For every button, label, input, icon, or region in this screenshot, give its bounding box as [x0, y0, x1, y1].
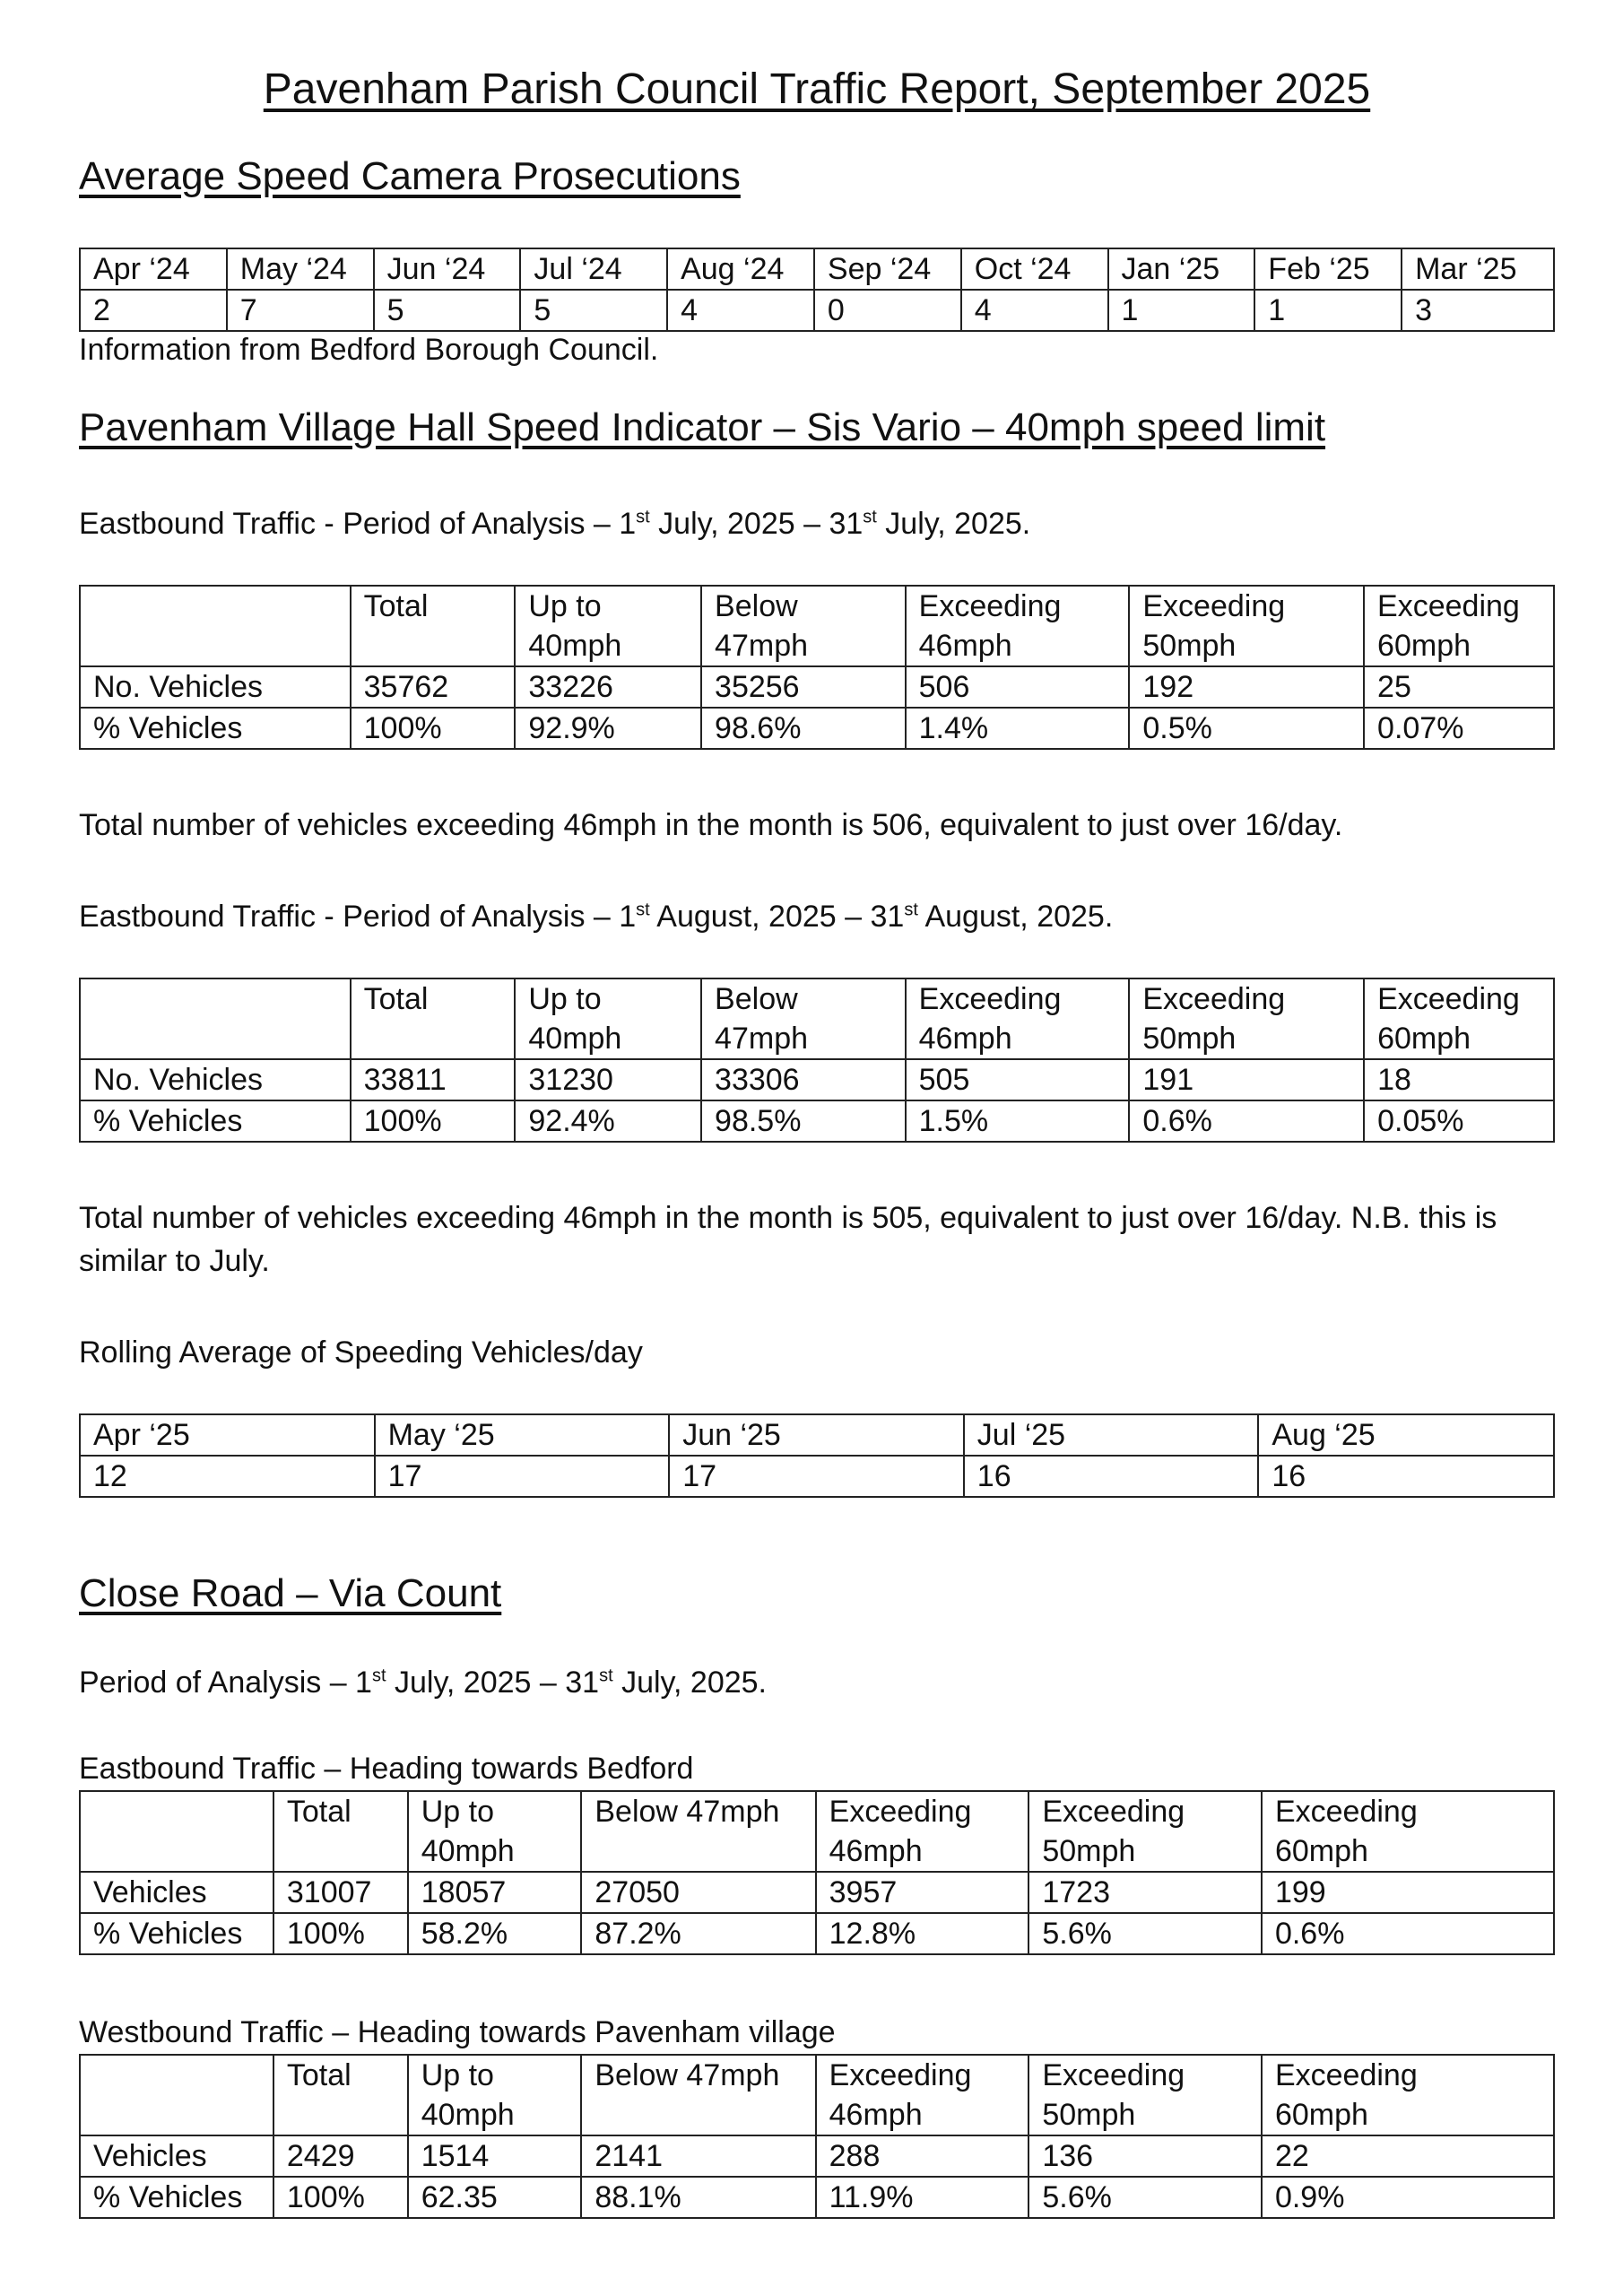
month-cell: Jul ‘24 [520, 248, 667, 290]
month-cell: Apr ‘24 [80, 248, 227, 290]
source-note: Information from Bedford Borough Council. [79, 333, 659, 367]
period-text: August, 2025 – 31 [649, 900, 905, 934]
data-cell: 192 [1129, 666, 1364, 708]
period-text: July, 2025 – 31 [386, 1665, 600, 1700]
august-period-text [79, 895, 1113, 938]
ordinal-suffix: st [904, 900, 918, 920]
period-text: July, 2025. [612, 1665, 768, 1700]
data-cell: 505 [906, 1059, 1130, 1100]
data-cell: 100% [273, 2177, 408, 2218]
row-label: % Vehicles [80, 708, 351, 749]
value-cell: 17 [669, 1456, 964, 1497]
data-cell: 18 [1364, 1059, 1554, 1100]
data-cell: 0.05% [1364, 1100, 1554, 1142]
rolling-months-row [80, 1414, 1554, 1456]
header-cell: Exceeding 60mph [1262, 1791, 1554, 1872]
header-cell: Total [273, 2055, 408, 2135]
month-cell: Oct ‘24 [961, 248, 1108, 290]
header-cell [80, 1791, 273, 1872]
section-heading-speed-camera: Average Speed Camera Prosecutions [79, 154, 741, 198]
header-cell: Total [351, 586, 516, 666]
data-cell: 22 [1262, 2135, 1554, 2177]
data-cell: 33811 [351, 1059, 516, 1100]
row-label: No. Vehicles [80, 666, 351, 708]
data-cell: 11.9% [816, 2177, 1029, 2218]
month-cell: May ‘25 [375, 1414, 670, 1456]
data-cell: 33306 [701, 1059, 906, 1100]
table-row [80, 1059, 1554, 1100]
header-cell: Exceeding 50mph [1129, 978, 1364, 1059]
table-header-row [80, 1791, 1554, 1872]
eastbound-table [79, 1790, 1555, 1955]
data-cell: 35762 [351, 666, 516, 708]
row-label: % Vehicles [80, 1913, 273, 1954]
data-cell: 35256 [701, 666, 906, 708]
value-cell: 5 [374, 290, 521, 331]
data-cell: 92.4% [515, 1100, 701, 1142]
value-cell: 3 [1402, 290, 1554, 331]
header-cell: Up to 40mph [515, 978, 701, 1059]
july-speed-table [79, 585, 1555, 750]
data-cell: 100% [351, 1100, 516, 1142]
table-row [80, 2177, 1554, 2218]
rolling-values-row [80, 1456, 1554, 1497]
header-cell: Total [273, 1791, 408, 1872]
data-cell: 0.9% [1262, 2177, 1554, 2218]
header-cell: Exceeding 60mph [1262, 2055, 1554, 2135]
table-header-row [80, 978, 1554, 1059]
data-cell: 5.6% [1028, 2177, 1262, 2218]
header-cell: Below 47mph [701, 978, 906, 1059]
header-cell: Exceeding 50mph [1028, 1791, 1262, 1872]
data-cell: 0.6% [1262, 1913, 1554, 1954]
header-cell: Exceeding 46mph [816, 2055, 1029, 2135]
month-cell: Aug ‘24 [667, 248, 814, 290]
value-cell: 1 [1254, 290, 1402, 331]
period-text: August, 2025. [917, 900, 1114, 934]
prosecutions-table [79, 248, 1555, 332]
data-cell: 58.2% [408, 1913, 582, 1954]
period-text: July, 2025. [876, 507, 1031, 541]
data-cell: 27050 [581, 1872, 815, 1913]
period-text: Eastbound Traffic - Period of Analysis – 1 [79, 900, 637, 934]
data-cell: 12.8% [816, 1913, 1029, 1954]
table-row [80, 1872, 1554, 1913]
ordinal-suffix: st [599, 1665, 613, 1686]
value-cell: 5 [520, 290, 667, 331]
header-cell: Exceeding 46mph [906, 978, 1130, 1059]
ordinal-suffix: st [636, 507, 650, 527]
period-text: July, 2025 – 31 [649, 507, 864, 541]
section-heading-speed-indicator: Pavenham Village Hall Speed Indicator – Sis Vario – 40mph speed limit [79, 405, 1326, 449]
header-cell: Exceeding 60mph [1364, 586, 1554, 666]
data-cell: 199 [1262, 1872, 1554, 1913]
data-cell: 100% [351, 708, 516, 749]
month-cell: Jun ‘24 [374, 248, 521, 290]
header-cell: Below 47mph [581, 1791, 815, 1872]
header-cell [80, 2055, 273, 2135]
row-label: Vehicles [80, 2135, 273, 2177]
header-cell: Exceeding 50mph [1028, 2055, 1262, 2135]
month-cell: Jan ‘25 [1108, 248, 1255, 290]
data-cell: 18057 [408, 1872, 582, 1913]
table-row [80, 666, 1554, 708]
data-cell: 1514 [408, 2135, 582, 2177]
value-cell: 7 [227, 290, 374, 331]
month-cell: Aug ‘25 [1258, 1414, 1554, 1456]
row-label: Vehicles [80, 1872, 273, 1913]
report-title: Pavenham Parish Council Traffic Report, September 2025 [263, 65, 1371, 113]
header-cell: Up to 40mph [408, 2055, 582, 2135]
header-cell: Up to 40mph [515, 586, 701, 666]
section-heading-close-road: Close Road – Via Count [79, 1571, 502, 1615]
month-cell: Apr ‘25 [80, 1414, 375, 1456]
data-cell: 98.6% [701, 708, 906, 749]
month-cell: Mar ‘25 [1402, 248, 1554, 290]
data-cell: 0.6% [1129, 1100, 1364, 1142]
data-cell: 0.5% [1129, 708, 1364, 749]
header-cell: Exceeding 46mph [906, 586, 1130, 666]
data-cell: 100% [273, 1913, 408, 1954]
ordinal-suffix: st [636, 900, 650, 920]
prosecutions-values-row [80, 290, 1554, 331]
data-cell: 25 [1364, 666, 1554, 708]
data-cell: 2429 [273, 2135, 408, 2177]
close-road-period-text [79, 1661, 767, 1704]
data-cell: 31230 [515, 1059, 701, 1100]
value-cell: 2 [80, 290, 227, 331]
data-cell: 1.5% [906, 1100, 1130, 1142]
westbound-label: Westbound Traffic – Heading towards Pavenham village [79, 2015, 836, 2049]
eastbound-label: Eastbound Traffic – Heading towards Bedford [79, 1752, 694, 1786]
header-cell [80, 586, 351, 666]
data-cell: 506 [906, 666, 1130, 708]
data-cell: 3957 [816, 1872, 1029, 1913]
header-cell: Up to 40mph [408, 1791, 582, 1872]
data-cell: 98.5% [701, 1100, 906, 1142]
data-cell: 87.2% [581, 1913, 815, 1954]
data-cell: 88.1% [581, 2177, 815, 2218]
month-cell: Feb ‘25 [1254, 248, 1402, 290]
header-cell [80, 978, 351, 1059]
table-row [80, 1100, 1554, 1142]
data-cell: 92.9% [515, 708, 701, 749]
row-label: % Vehicles [80, 2177, 273, 2218]
august-speed-table [79, 978, 1555, 1143]
data-cell: 2141 [581, 2135, 815, 2177]
table-header-row [80, 2055, 1554, 2135]
data-cell: 136 [1028, 2135, 1262, 2177]
value-cell: 4 [667, 290, 814, 331]
value-cell: 12 [80, 1456, 375, 1497]
table-header-row [80, 586, 1554, 666]
westbound-table [79, 2054, 1555, 2219]
value-cell: 4 [961, 290, 1108, 331]
month-cell: Jun ‘25 [669, 1414, 964, 1456]
month-cell: Jul ‘25 [964, 1414, 1259, 1456]
header-cell: Exceeding 60mph [1364, 978, 1554, 1059]
header-cell: Below 47mph [701, 586, 906, 666]
header-cell: Total [351, 978, 516, 1059]
header-cell: Below 47mph [581, 2055, 815, 2135]
value-cell: 1 [1108, 290, 1255, 331]
table-row [80, 1913, 1554, 1954]
data-cell: 1.4% [906, 708, 1130, 749]
ordinal-suffix: st [863, 507, 877, 527]
table-row [80, 708, 1554, 749]
data-cell: 33226 [515, 666, 701, 708]
data-cell: 5.6% [1028, 1913, 1262, 1954]
row-label: % Vehicles [80, 1100, 351, 1142]
data-cell: 62.35 [408, 2177, 582, 2218]
data-cell: 191 [1129, 1059, 1364, 1100]
value-cell: 17 [375, 1456, 670, 1497]
prosecutions-months-row [80, 248, 1554, 290]
header-cell: Exceeding 46mph [816, 1791, 1029, 1872]
data-cell: 288 [816, 2135, 1029, 2177]
month-cell: May ‘24 [227, 248, 374, 290]
header-cell: Exceeding 50mph [1129, 586, 1364, 666]
rolling-average-table [79, 1413, 1555, 1498]
period-text: Period of Analysis – 1 [79, 1665, 372, 1700]
august-summary: Total number of vehicles exceeding 46mph in the month is 505, equivalent to just over 16/day. N.B. this is similar to July. [79, 1201, 1497, 1278]
july-period-text [79, 502, 1030, 545]
value-cell: 0 [814, 290, 961, 331]
month-cell: Sep ‘24 [814, 248, 961, 290]
data-cell: 31007 [273, 1872, 408, 1913]
value-cell: 16 [964, 1456, 1259, 1497]
rolling-average-label: Rolling Average of Speeding Vehicles/day [79, 1335, 643, 1370]
ordinal-suffix: st [371, 1665, 386, 1686]
period-text: Eastbound Traffic - Period of Analysis – 1 [79, 507, 637, 541]
data-cell: 0.07% [1364, 708, 1554, 749]
value-cell: 16 [1258, 1456, 1554, 1497]
row-label: No. Vehicles [80, 1059, 351, 1100]
data-cell: 1723 [1028, 1872, 1262, 1913]
table-row [80, 2135, 1554, 2177]
july-summary: Total number of vehicles exceeding 46mph in the month is 506, equivalent to just over 16/day. [79, 808, 1343, 842]
